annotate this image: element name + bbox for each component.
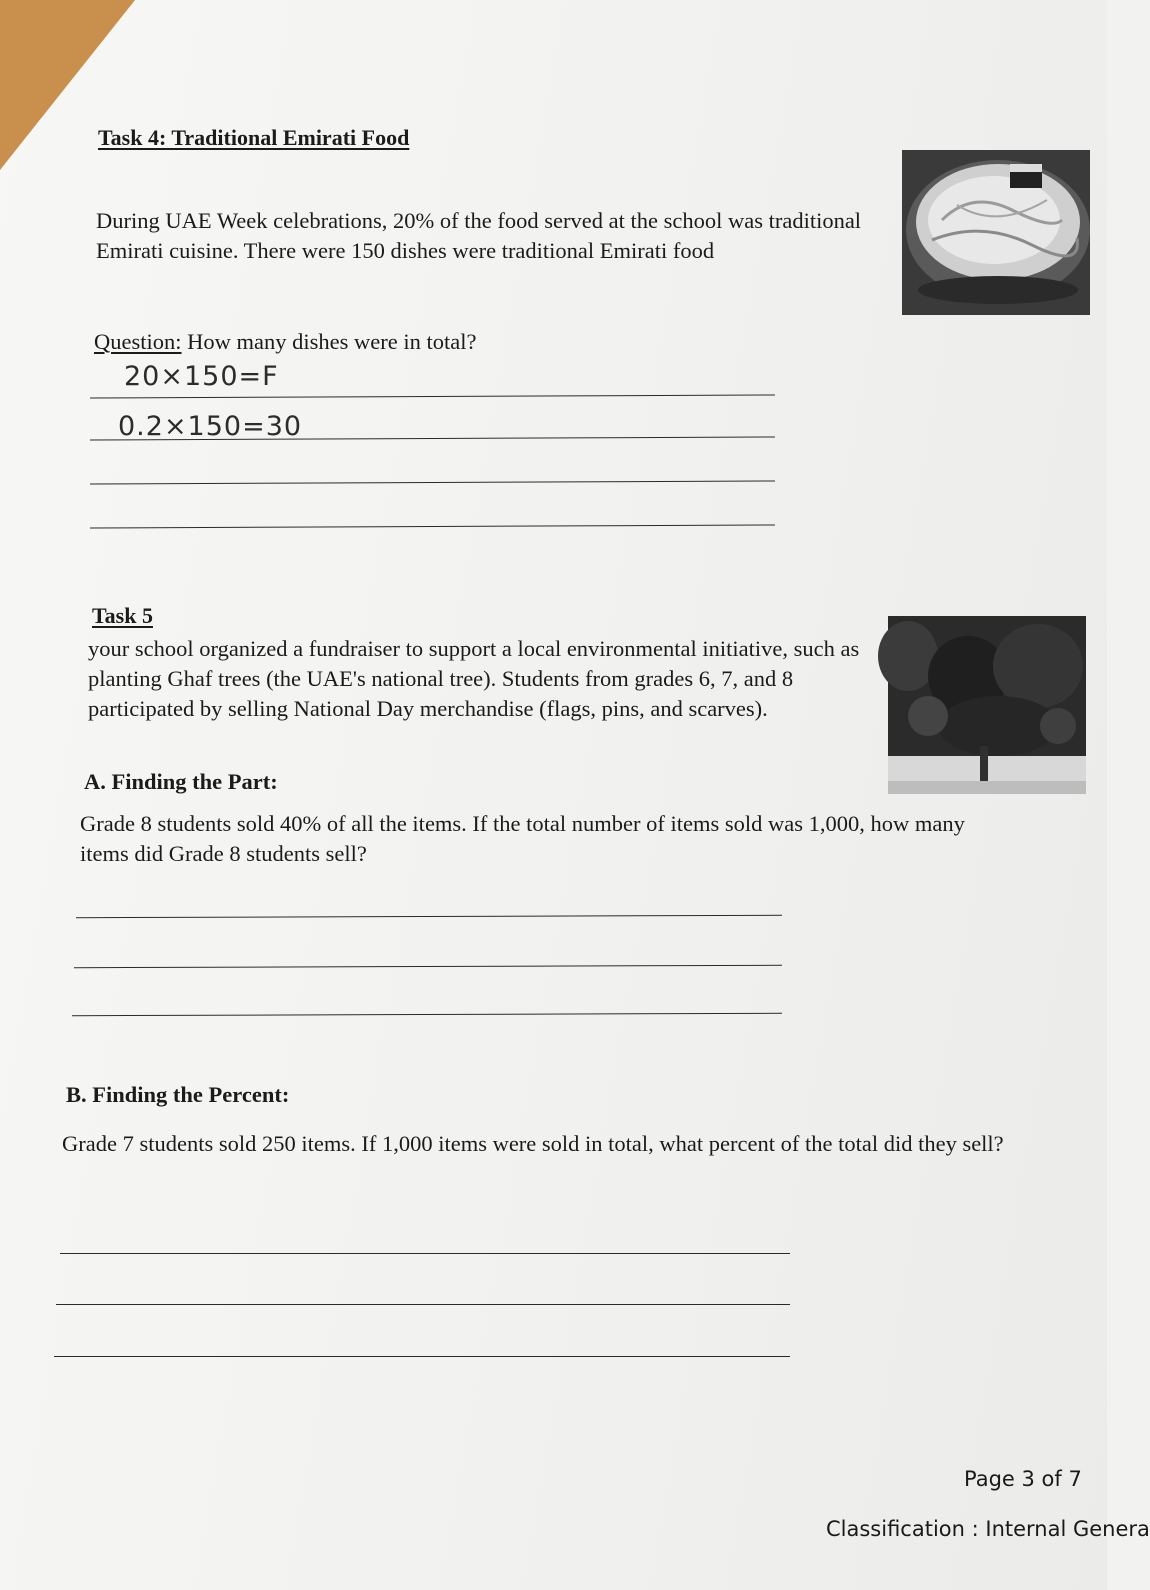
task4-intro: During UAE Week celebrations, 20% of the food served at the school was traditional Emirati cuisine. There were 150 dishes were traditional Emirati food — [96, 208, 862, 263]
part-a-title: A. Finding the Part: — [84, 769, 278, 794]
answer-line[interactable] — [56, 1304, 790, 1305]
answer-line[interactable] — [90, 395, 775, 399]
part-b-question: Grade 7 students sold 250 items. If 1,000 items were sold in total, what percent of the total did they sell? — [62, 1131, 1004, 1156]
answer-line[interactable] — [54, 1356, 790, 1357]
task5-title: Task 5 — [92, 603, 153, 628]
task4-title: Task 4: Traditional Emirati Food — [98, 125, 410, 150]
answer-line[interactable] — [90, 481, 775, 485]
classification-label: Classification : Internal Genera — [826, 1517, 1150, 1541]
task4-question — [94, 327, 476, 357]
part-b-title: B. Finding the Percent: — [66, 1082, 290, 1107]
part-a-question: Grade 8 students sold 40% of all the items. If the total number of items sold was 1,000, how many items did Grade 8 students sell? — [80, 811, 965, 866]
answer-line[interactable] — [90, 525, 775, 529]
answer-line[interactable] — [76, 915, 782, 918]
page-number: Page 3 of 7 — [964, 1467, 1082, 1491]
answer-line[interactable] — [72, 1013, 782, 1016]
question-text: How many dishes were in total? — [181, 329, 477, 354]
question-label: Question: — [94, 329, 182, 354]
food-dish-photo — [902, 150, 1090, 315]
answer-line[interactable] — [60, 1253, 790, 1254]
handwritten-answer-2: 0.2×150=30 — [118, 411, 303, 442]
handwritten-answer-1: 20×150=F — [124, 361, 279, 392]
ghaf-tree-photo — [888, 616, 1086, 794]
answer-line[interactable] — [74, 965, 782, 968]
task5-intro: your school organized a fundraiser to support a local environmental initiative, such as planting Ghaf trees (the UAE's national tree). Students from grades 6, 7, and 8 participated by selling National Day merchandise (flags, pins, and scarves). — [88, 636, 860, 721]
